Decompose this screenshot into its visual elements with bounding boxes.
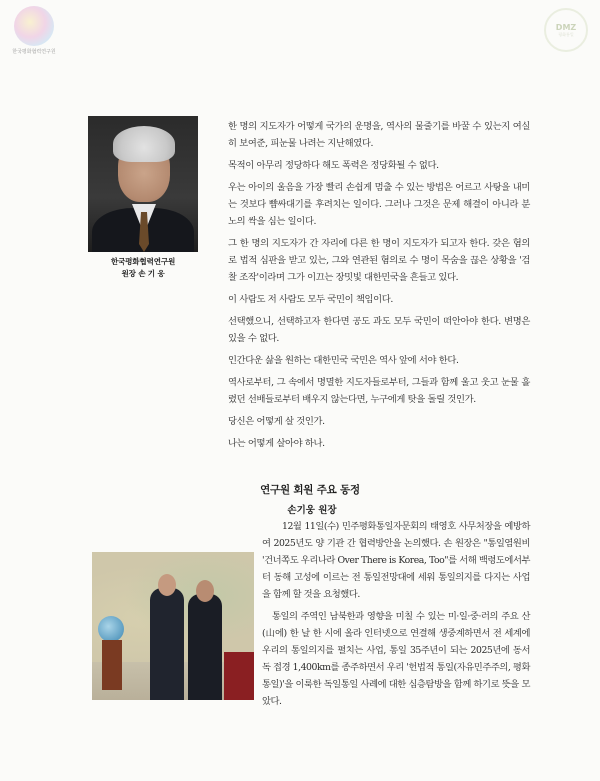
article-paragraph: 목적이 아무리 정당하다 해도 폭력은 정당화될 수 없다. (228, 160, 439, 171)
dmz-logo (544, 8, 588, 52)
caption-org: 한국평화협력연구원 (110, 257, 176, 266)
article-paragraph: 이 사람도 저 사람도 모두 국민이 책임이다. (228, 294, 393, 305)
article-paragraph: 한 명의 지도자가 어떻게 국가의 운명을, 역사의 물줄기를 바꿀 수 있는지 여실히 보여준, 피눈물 나려는 지난해였다. (228, 121, 530, 149)
article-paragraph: 선택했으니, 선택하고자 한다면 공도 과도 모두 국민이 떠안아야 한다. 변명은 있을 수 없다. (228, 316, 530, 344)
article-paragraph: 인간다운 삶을 원하는 대한민국 국민은 역사 앞에 서야 한다. (228, 355, 459, 366)
section-title: 연구원 회원 주요 동정 (260, 484, 360, 496)
section-body (262, 518, 530, 715)
article-paragraph: 우는 아이의 울음을 가장 빨리 손쉽게 멈출 수 있는 방법은 어르고 사탕을 내미는 것보다 뺨싸대기를 후려치는 일이다. 그러나 그것은 문제 해결이 아니라 분노의 싹을 심는 일이다. (228, 182, 530, 227)
article-paragraph: 역사로부터, 그 속에서 명멸한 지도자들로부터, 그들과 함께 울고 웃고 눈물 흘렸던 선배들로부터 배우지 않는다면, 누구에게 탓을 돌릴 것인가. (228, 377, 530, 405)
dmz-logo-text: DMZ (555, 22, 577, 32)
section-paragraph: 통일의 주역인 남북한과 영향을 미칠 수 있는 미·일·중·러의 주요 산(山에) 한 날 한 시에 올라 인터넷으로 연결해 생중계하면서 전 세계에 우리의 통일의지를 펼치는 사업, 통일 35주년이 되는 2025년에 동서독 접경 1,400km를 종주하면서 우리 '헌법적 통일(자유민주주의, 평화통일)'을 이룩한 독일통일 사례에 대한 심층탐방을 함께 하기로 뜻을 모았다. (262, 611, 530, 707)
meeting-photo (92, 552, 254, 700)
section-subtitle: 손기웅 원장 (287, 505, 337, 516)
article-paragraph: 나는 어떻게 살아야 하나. (228, 438, 325, 449)
section-paragraph: 12월 11일(수) 민주평화통일자문회의 태영호 사무처장을 예방하여 2025년도 양 기관 간 협력방안을 논의했다. 손 원장은 "통일염원비 '건너쪽도 우리나라 Over There is Korea, Too"를 서해 백령도에서부터 동해 고성에 이르는 전 통일전망대에 세워 통일의지를 다지는 사업을 함께 할 것을 요청했다. (262, 521, 530, 600)
article-paragraph: 그 한 명의 지도자가 간 자리에 다른 한 명이 지도자가 되고자 한다. 갖은 혐의로 법적 심판을 받고 있는, 그와 연관된 혐의로 수 명이 목숨을 끊은 상황을 '검찰 조작'이라며 그가 이끄는 장밋빛 대한민국을 흔들고 있다. (228, 238, 530, 283)
portrait-caption (88, 256, 198, 280)
article-paragraph: 당신은 어떻게 살 것인가. (228, 416, 325, 427)
dmz-logo-sub: 평화통일 (558, 31, 574, 37)
logo-caption: 한국평화협력연구원 (12, 49, 56, 55)
logo-emblem-icon (14, 6, 54, 46)
institute-logo (10, 6, 58, 56)
caption-name: 원장 손 기 웅 (121, 269, 165, 278)
article-body (228, 118, 530, 457)
director-portrait (88, 116, 198, 252)
